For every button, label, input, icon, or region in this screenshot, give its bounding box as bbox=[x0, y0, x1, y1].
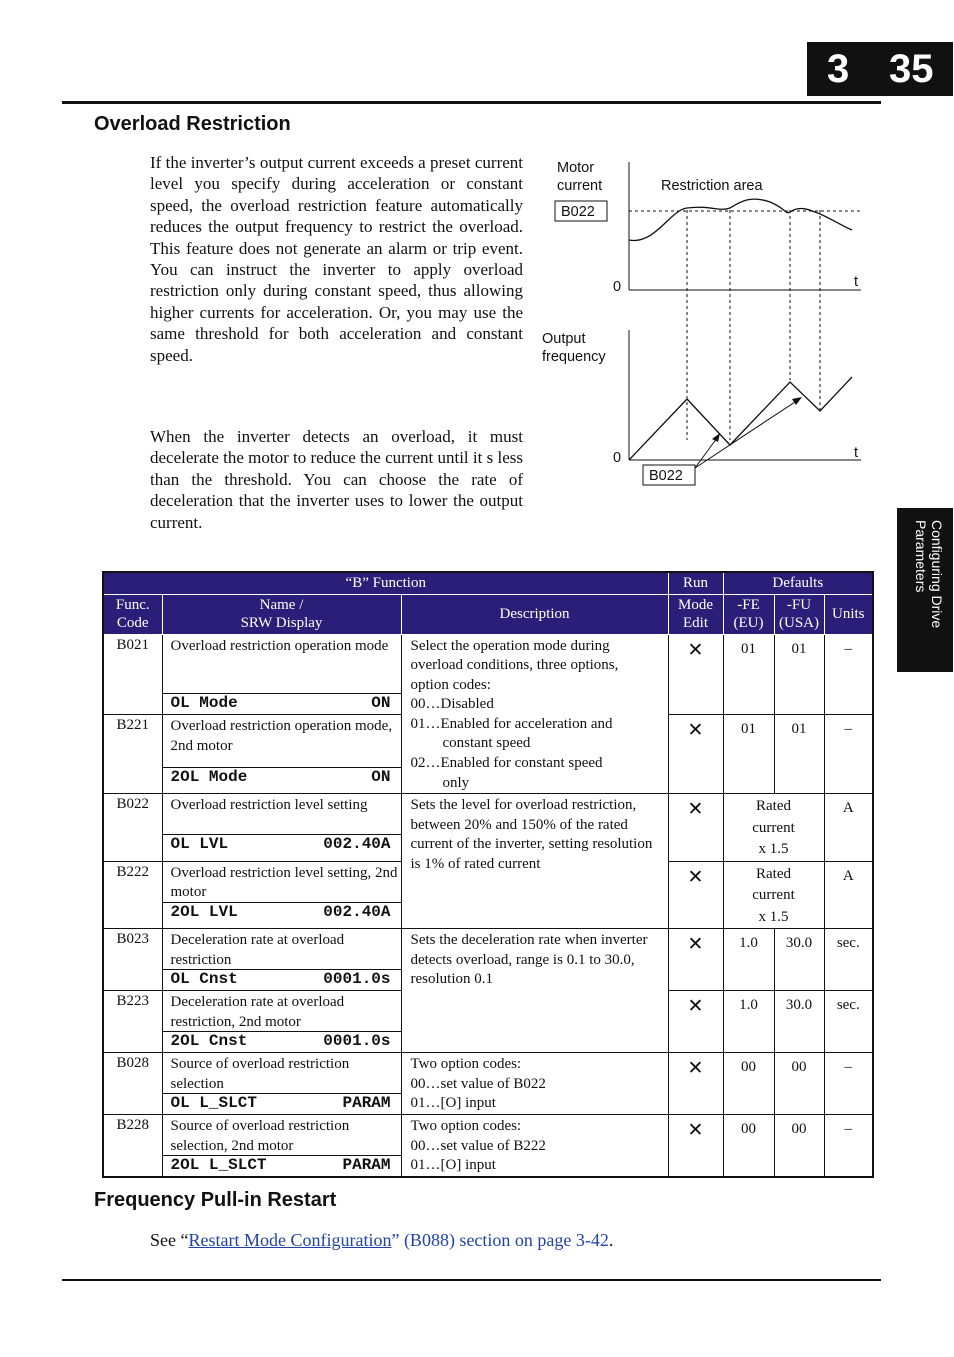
param-name: Deceleration rate at overload restriction, 2nd motor bbox=[170, 994, 345, 1030]
description-cell: Sets the level for overload restriction, between 20% and 150% of the rated current of the inverter, setting resolution is 1% of rated current bbox=[401, 794, 668, 929]
side-tab-label: Configuring Drive Parameters bbox=[913, 520, 945, 629]
page-number-block bbox=[807, 42, 953, 96]
param-name: Overload restriction level setting, 2nd motor bbox=[170, 864, 398, 901]
run-mode-edit-x-icon: ✕ bbox=[668, 794, 723, 862]
default-rated: Rated current x 1.5 bbox=[723, 861, 824, 929]
restriction-area-label: Restriction area bbox=[661, 178, 763, 194]
param-name: Overload restriction operation mode, 2nd motor bbox=[170, 718, 393, 754]
section-title-overload-restriction: Overload Restriction bbox=[94, 113, 291, 135]
run-mode-edit-x-icon: ✕ bbox=[668, 929, 723, 991]
name-header: Name / SRW Display bbox=[162, 594, 401, 634]
param-name-cell bbox=[162, 794, 401, 862]
table-row bbox=[103, 1053, 873, 1115]
func-code: B221 bbox=[103, 715, 162, 794]
output-frequency-label-2: frequency bbox=[542, 349, 606, 365]
description-cell: Two option codes: 00…set value of B222 01…[O] input bbox=[401, 1115, 668, 1177]
units: – bbox=[824, 634, 873, 715]
units: sec. bbox=[824, 929, 873, 991]
default-fe: 1.0 bbox=[723, 991, 774, 1053]
overload-restriction-diagram bbox=[530, 150, 870, 495]
func-code: B022 bbox=[103, 794, 162, 862]
param-name: Source of overload restriction selection, 2nd motor bbox=[170, 1118, 350, 1154]
b-function-table bbox=[102, 571, 874, 1178]
table-row bbox=[103, 929, 873, 991]
table-row bbox=[103, 1115, 873, 1177]
param-name: Deceleration rate at overload restriction bbox=[170, 932, 345, 968]
motor-current-label-2: current bbox=[557, 178, 603, 194]
default-fu: 00 bbox=[774, 1053, 824, 1115]
chapter-number: 3 bbox=[827, 47, 850, 91]
intro-paragraph: If the inverter’s output current exceeds a preset current level you specify during acceleration or constant speed, the overload restriction feature automatically reduces the output frequency to restrict the overload. This feature does not generate an alarm or trip event. You can instruct the inverter to apply overload restriction only during constant speed, thus allowing higher currents for acceleration. Or, you may use the same threshold for both acceleration and constant speed. bbox=[150, 153, 523, 365]
func-code: B028 bbox=[103, 1053, 162, 1115]
units: – bbox=[824, 1053, 873, 1115]
see-reference: See “Restart Mode Configuration” (B088) section on page 3-42. bbox=[150, 1230, 614, 1250]
default-fe: 1.0 bbox=[723, 929, 774, 991]
param-name-cell bbox=[162, 991, 401, 1053]
param-name-cell bbox=[162, 634, 401, 715]
func-code-header: Func. Code bbox=[103, 594, 162, 634]
param-name-cell bbox=[162, 861, 401, 929]
run-mode-edit-x-icon: ✕ bbox=[668, 1053, 723, 1115]
top-rule bbox=[62, 101, 881, 104]
t-top-label: t bbox=[854, 274, 859, 290]
run-mode-edit-x-icon: ✕ bbox=[668, 1115, 723, 1177]
default-fe: 01 bbox=[723, 715, 774, 794]
zero-bottom-label: 0 bbox=[613, 450, 622, 466]
units: – bbox=[824, 715, 873, 794]
units: A bbox=[824, 794, 873, 862]
description-header: Description bbox=[401, 594, 668, 634]
param-name: Source of overload restriction selection bbox=[170, 1056, 350, 1092]
fu-header: -FU (USA) bbox=[774, 594, 824, 634]
zero-top-label: 0 bbox=[613, 279, 622, 295]
param-name: Overload restriction level setting bbox=[170, 797, 368, 814]
b022-top-label: B022 bbox=[561, 204, 595, 220]
func-code: B222 bbox=[103, 861, 162, 929]
description-cell: Two option codes: 00…set value of B022 01…[O] input bbox=[401, 1053, 668, 1115]
func-code: B228 bbox=[103, 1115, 162, 1177]
run-mode-edit-x-icon: ✕ bbox=[668, 715, 723, 794]
b-function-header: “B” Function bbox=[103, 572, 668, 594]
srw-display: OL Mode ON bbox=[163, 693, 401, 713]
srw-display: 2OL L_SLCT PARAM bbox=[163, 1155, 401, 1175]
param-name-cell bbox=[162, 1053, 401, 1115]
see-reference-mid: ” (B088) section on page 3-42 bbox=[391, 1230, 609, 1250]
mode-edit-header: Mode Edit bbox=[668, 594, 723, 634]
restart-mode-link[interactable]: Restart Mode Configuration bbox=[188, 1230, 392, 1250]
run-mode-edit-x-icon: ✕ bbox=[668, 861, 723, 929]
default-fe: 01 bbox=[723, 634, 774, 715]
output-frequency-label-1: Output bbox=[542, 331, 586, 347]
func-code: B021 bbox=[103, 634, 162, 715]
func-code: B223 bbox=[103, 991, 162, 1053]
default-fu: 01 bbox=[774, 634, 824, 715]
side-tab bbox=[897, 508, 953, 672]
default-fu: 00 bbox=[774, 1115, 824, 1177]
param-name-cell bbox=[162, 929, 401, 991]
default-fu: 01 bbox=[774, 715, 824, 794]
param-name-cell bbox=[162, 715, 401, 794]
srw-display: 2OL LVL 002.40A bbox=[163, 902, 401, 922]
b022-bottom-label: B022 bbox=[649, 468, 683, 484]
default-fe: 00 bbox=[723, 1115, 774, 1177]
run-mode-edit-x-icon: ✕ bbox=[668, 634, 723, 715]
default-fu: 30.0 bbox=[774, 929, 824, 991]
bottom-rule bbox=[62, 1279, 881, 1281]
page-number: 35 bbox=[889, 47, 934, 91]
default-fe: 00 bbox=[723, 1053, 774, 1115]
param-name-cell bbox=[162, 1115, 401, 1177]
srw-display: 2OL Cnst 0001.0s bbox=[163, 1031, 401, 1051]
default-rated: Rated current x 1.5 bbox=[723, 794, 824, 862]
srw-display: OL L_SLCT PARAM bbox=[163, 1093, 401, 1113]
section-title-frequency-pull-in: Frequency Pull-in Restart bbox=[94, 1189, 337, 1211]
table-row bbox=[103, 634, 873, 715]
description-cell: Select the operation mode during overload conditions, three options, option codes: 00…Disabled 01…Enabled for acceleration and constant speed 02…Enabled for constant speed only bbox=[401, 634, 668, 794]
default-fu: 30.0 bbox=[774, 991, 824, 1053]
table-row bbox=[103, 794, 873, 862]
units: – bbox=[824, 1115, 873, 1177]
srw-display: OL Cnst 0001.0s bbox=[163, 969, 401, 989]
detect-paragraph: When the inverter detects an overload, it must decelerate the motor to reduce the current until it s less than the threshold. You can choose the rate of deceleration that the inverter uses to lower the output current. bbox=[150, 427, 523, 532]
param-name: Overload restriction operation mode bbox=[170, 637, 389, 654]
defaults-header: Defaults bbox=[723, 572, 873, 594]
t-bottom-label: t bbox=[854, 445, 859, 461]
func-code: B023 bbox=[103, 929, 162, 991]
units-header: Units bbox=[824, 594, 873, 634]
run-mode-edit-x-icon: ✕ bbox=[668, 991, 723, 1053]
run-header: Run bbox=[668, 572, 723, 594]
srw-display: 2OL Mode ON bbox=[163, 767, 401, 787]
fe-header: -FE (EU) bbox=[723, 594, 774, 634]
units: A bbox=[824, 861, 873, 929]
srw-display: OL LVL 002.40A bbox=[163, 834, 401, 854]
motor-current-label-1: Motor bbox=[557, 160, 595, 176]
units: sec. bbox=[824, 991, 873, 1053]
description-cell: Sets the deceleration rate when inverter detects overload, range is 0.1 to 30.0, resolution 0.1 bbox=[401, 929, 668, 1053]
